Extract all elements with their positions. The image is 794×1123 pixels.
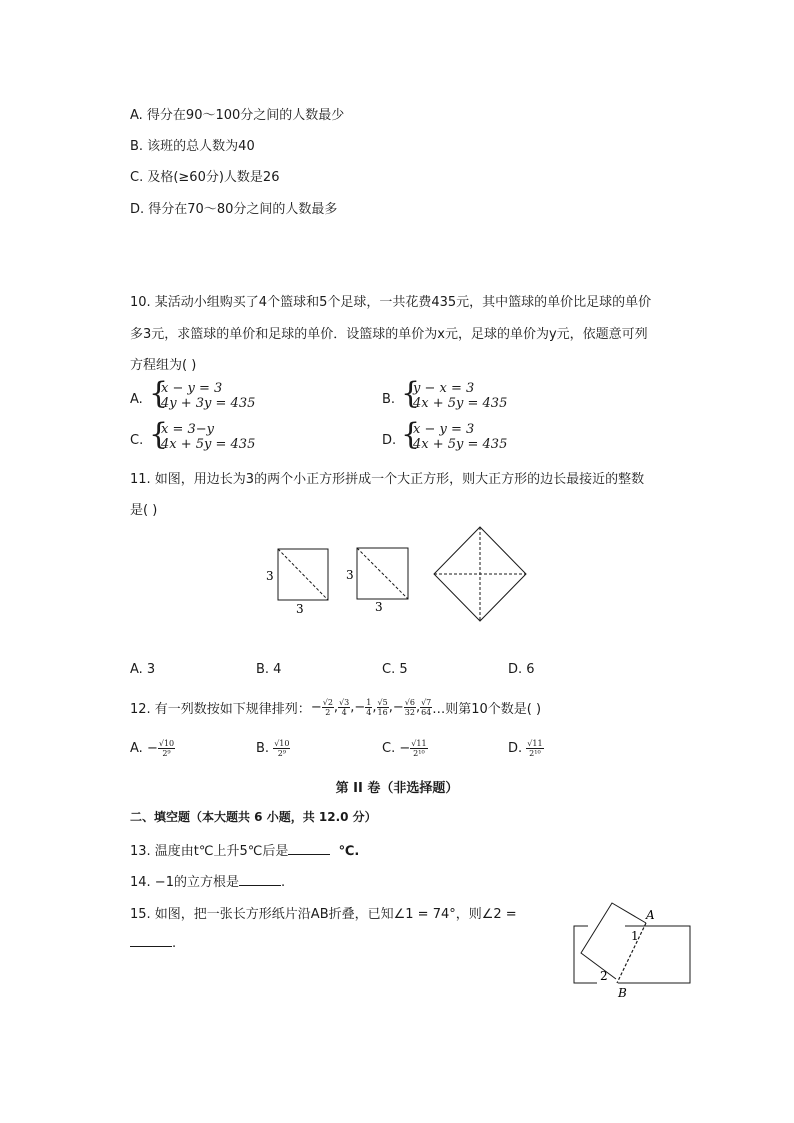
q15-stem-line2: [130, 934, 176, 951]
q10-option-d-system: { x − y = 3 4x + 5y = 435: [401, 417, 508, 452]
seq-term-2: $\frac{√3}{4}$: [339, 697, 350, 717]
seq-term-5: − $\frac{√6}{32}$: [392, 697, 415, 717]
label-sq1-bottom: 3: [296, 602, 304, 616]
label-sq1-left: 3: [266, 569, 274, 583]
label-point-b: B: [618, 986, 627, 1000]
q11-option-b: B. 4: [256, 662, 282, 677]
equation: 4x + 5y = 435: [413, 437, 508, 452]
q10-option-b-system: { y − x = 3 4x + 5y = 435: [401, 376, 508, 411]
seq-term-6: $\frac{√7}{64}$: [421, 697, 432, 717]
q15-stem-line1: 15. 如图，把一张长方形纸片沿AB折叠，已知∠1 = 74°，则∠2 =: [130, 907, 517, 922]
q10-stem-line3: 方程组为( ): [130, 358, 197, 373]
equation: 4x + 5y = 435: [161, 437, 256, 452]
q12-option-d: D. $\frac{√11}{\text{2¹⁰}}$: [508, 738, 543, 758]
small-square-2: [357, 548, 408, 599]
q13-text: 13. 温度由t℃上升5℃后是: [130, 844, 289, 859]
equation: x − y = 3: [161, 381, 223, 396]
q11-figure: [260, 520, 550, 625]
q10-stem-line2: 多3元，求篮球的单价和足球的单价．设篮球的单价为x元，足球的单价为y元，依题意可列: [130, 327, 648, 342]
q15-figure: [565, 895, 700, 1005]
label-point-a: A: [646, 908, 655, 922]
q14: [130, 871, 285, 890]
section-heading: 二、填空题（本大题共 6 小题，共 12.0 分）: [130, 810, 377, 824]
seq-term-4: $\frac{√5}{16}$: [377, 697, 388, 717]
q12-suffix: …则第10个数是( ): [432, 701, 542, 717]
q11-stem-line1: 11. 如图，用边长为3的两个小正方形拼成一个大正方形，则大正方形的边长最接近的整数: [130, 472, 645, 487]
q9-option-d: D. 得分在70～80分之间的人数最多: [130, 202, 338, 217]
q11-option-d: D. 6: [508, 662, 535, 677]
q14-end: .: [280, 875, 286, 890]
equation: 4y + 3y = 435: [161, 396, 256, 411]
q11-option-a: A. 3: [130, 662, 156, 677]
q10-stem-line1: 10. 某活动小组购买了4个篮球和5个足球，一共花费435元，其中篮球的单价比足球的单价: [130, 295, 652, 310]
q12-stem: 12. 有一列数按如下规律排列： − $\frac{√2}{2}$ , $\frac{√3}{4}$ , − $\frac{1}{4}$ , $\frac{√5}{16}$ , − $\frac{√6}{32}$ , $\frac{√7}{64}$ …则第10个数是( ): [130, 697, 542, 717]
q11-stem-line2: 是( ): [130, 503, 158, 518]
answer-blank[interactable]: [288, 842, 330, 855]
seq-term-1: − $\frac{√2}{2}$: [310, 697, 333, 717]
q10-option-b-label: B.: [382, 392, 396, 407]
seq-term-3: − $\frac{1}{4}$: [354, 697, 372, 717]
q10-option-c-system: { x = 3−y 4x + 5y = 435: [149, 417, 256, 452]
q9-option-a: A. 得分在90～100分之间的人数最少: [130, 108, 345, 123]
q10-option-c-label: C.: [130, 433, 144, 448]
label-angle-2: 2: [600, 969, 608, 983]
section-title: 第 II 卷（非选择题）: [335, 781, 459, 796]
q10-option-d-label: D.: [382, 433, 397, 448]
q12-prefix: 12. 有一列数按如下规律排列：: [130, 701, 311, 717]
answer-blank[interactable]: [239, 873, 281, 886]
equation: 4x + 5y = 435: [413, 396, 508, 411]
q15-end: .: [172, 936, 177, 951]
q10-option-a-label: A.: [130, 392, 143, 407]
label-angle-1: 1: [631, 929, 639, 943]
equation: x = 3−y: [161, 422, 214, 437]
equation: y − x = 3: [413, 381, 475, 396]
q12-option-a: A. − $\frac{√10}{\text{2⁹}}$: [130, 738, 175, 758]
small-square-1: [278, 549, 328, 600]
q12-option-c: C. − $\frac{√11}{\text{2¹⁰}}$: [382, 738, 427, 758]
label-sq2-left: 3: [346, 568, 354, 582]
q10-option-a-system: { x − y = 3 4y + 3y = 435: [149, 376, 256, 411]
large-square-diamond: [434, 527, 526, 621]
q13-unit: ℃.: [338, 844, 360, 859]
q9-option-b: B. 该班的总人数为40: [130, 139, 255, 154]
answer-blank[interactable]: [130, 934, 172, 947]
q11-option-c: C. 5: [382, 662, 408, 677]
q9-option-c: C. 及格(≥60分)人数是26: [130, 170, 280, 185]
q12-option-b: B. $\frac{√10}{\text{2⁹}}$: [256, 738, 290, 758]
q13: [130, 840, 359, 859]
equation: x − y = 3: [413, 422, 475, 437]
label-sq2-bottom: 3: [375, 600, 383, 614]
q14-text: 14. −1的立方根是: [130, 875, 239, 890]
